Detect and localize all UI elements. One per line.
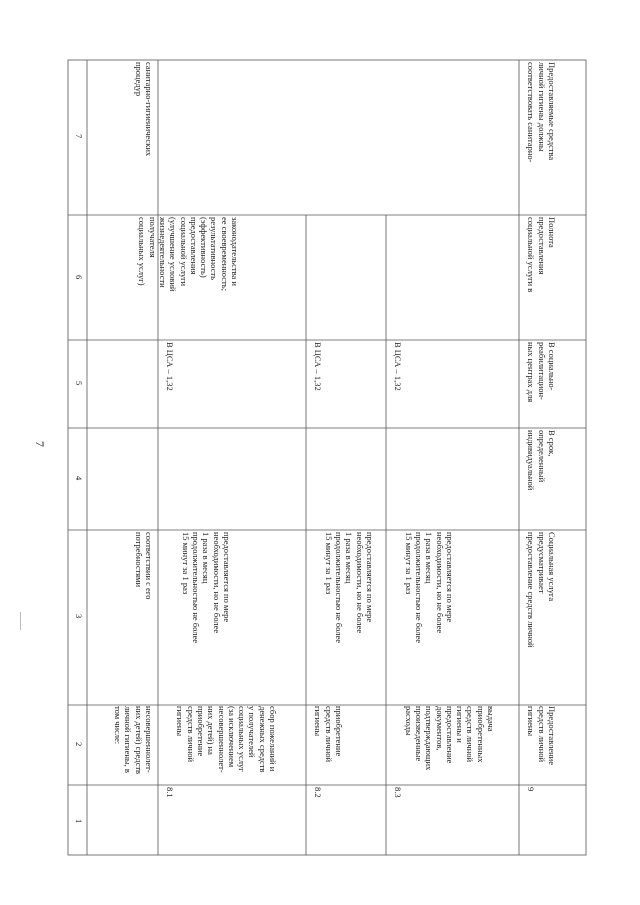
column-header-4: 4 xyxy=(74,476,84,481)
row-8-3-number: 8.3 xyxy=(393,787,403,798)
row-9-col2: Предоставление средств личной гигиены xyxy=(526,706,557,765)
column-header-1: 1 xyxy=(74,819,84,824)
column-header-6: 6 xyxy=(74,275,84,280)
row-8-1-number: 8.1 xyxy=(165,787,175,798)
row-8-cont-col7: санитарно-гигиенических процедур xyxy=(133,62,154,157)
row-8-1-col3: предоставляется по мере необходимости, но не более 1 раза в месяц продолжительностью не более 15 минут за 1 раз xyxy=(180,532,232,644)
row-8-cont-col3: соответствии с его потребностями xyxy=(133,532,154,600)
row-8-cont-col2: несовершеннолет- них детей) средств личной гигиены, в том числе: xyxy=(113,706,154,775)
row-8-2-col2: приобретение средств личной гигиены xyxy=(313,706,344,763)
row-9-col7: Предоставляемые средства личной гигиены должны соответствовать санитарно- xyxy=(526,62,557,163)
row-9-col3: Социальная услуга предусматривает предоставление средств личной xyxy=(526,532,557,648)
row-8-2-number: 8.2 xyxy=(313,787,323,798)
row-8-1-col2: сбор пожеланий и денежных средств у получателей социальных услуг (за исключением несовершеннолет- них детей) на приобретение средств личной гигиены xyxy=(175,706,278,773)
column-header-5: 5 xyxy=(74,381,84,386)
row-8-cont-col6: законодательства и ее своевременность; результативность (эффективность) предоставления социальной услуги (улучшение условий жизнедеятельности получателя социальных услуг) xyxy=(137,217,240,292)
row-8-3-col3: предоставляется по мере необходимости, но не более 1 раза в месяц продолжительностью не более 15 минут за 1 раз xyxy=(403,532,455,644)
column-header-2: 2 xyxy=(74,742,84,747)
column-header-7: 7 xyxy=(74,134,84,139)
row-8-3-col5: В ЦСА – 1,32 xyxy=(393,342,403,391)
row-8-1-col5: В ЦСА – 1,32 xyxy=(165,342,175,391)
row-9-col6: Полнота предоставления социальной услуги в xyxy=(526,217,557,293)
row-8-2-col5: В ЦСА – 1,32 xyxy=(313,342,323,391)
row-8-2-col3: предоставляется по мере необходимости, но не более 1 раза в месяц продолжительностью не более 15 минут за 1 раз xyxy=(323,532,375,644)
row-8-3-col2: выдача приобретенных средств личной гигиены и предоставление документов, подтверждающих произведенные расходы xyxy=(403,706,496,771)
row-9-number: 9 xyxy=(526,787,536,792)
row-9-col5: В социально- реабилитацион- ных центрах для xyxy=(526,342,557,403)
column-header-3: 3 xyxy=(74,614,84,619)
page-number: 7 xyxy=(33,441,47,447)
row-9-col4: В срок, определенный индивидуальной xyxy=(526,430,557,491)
